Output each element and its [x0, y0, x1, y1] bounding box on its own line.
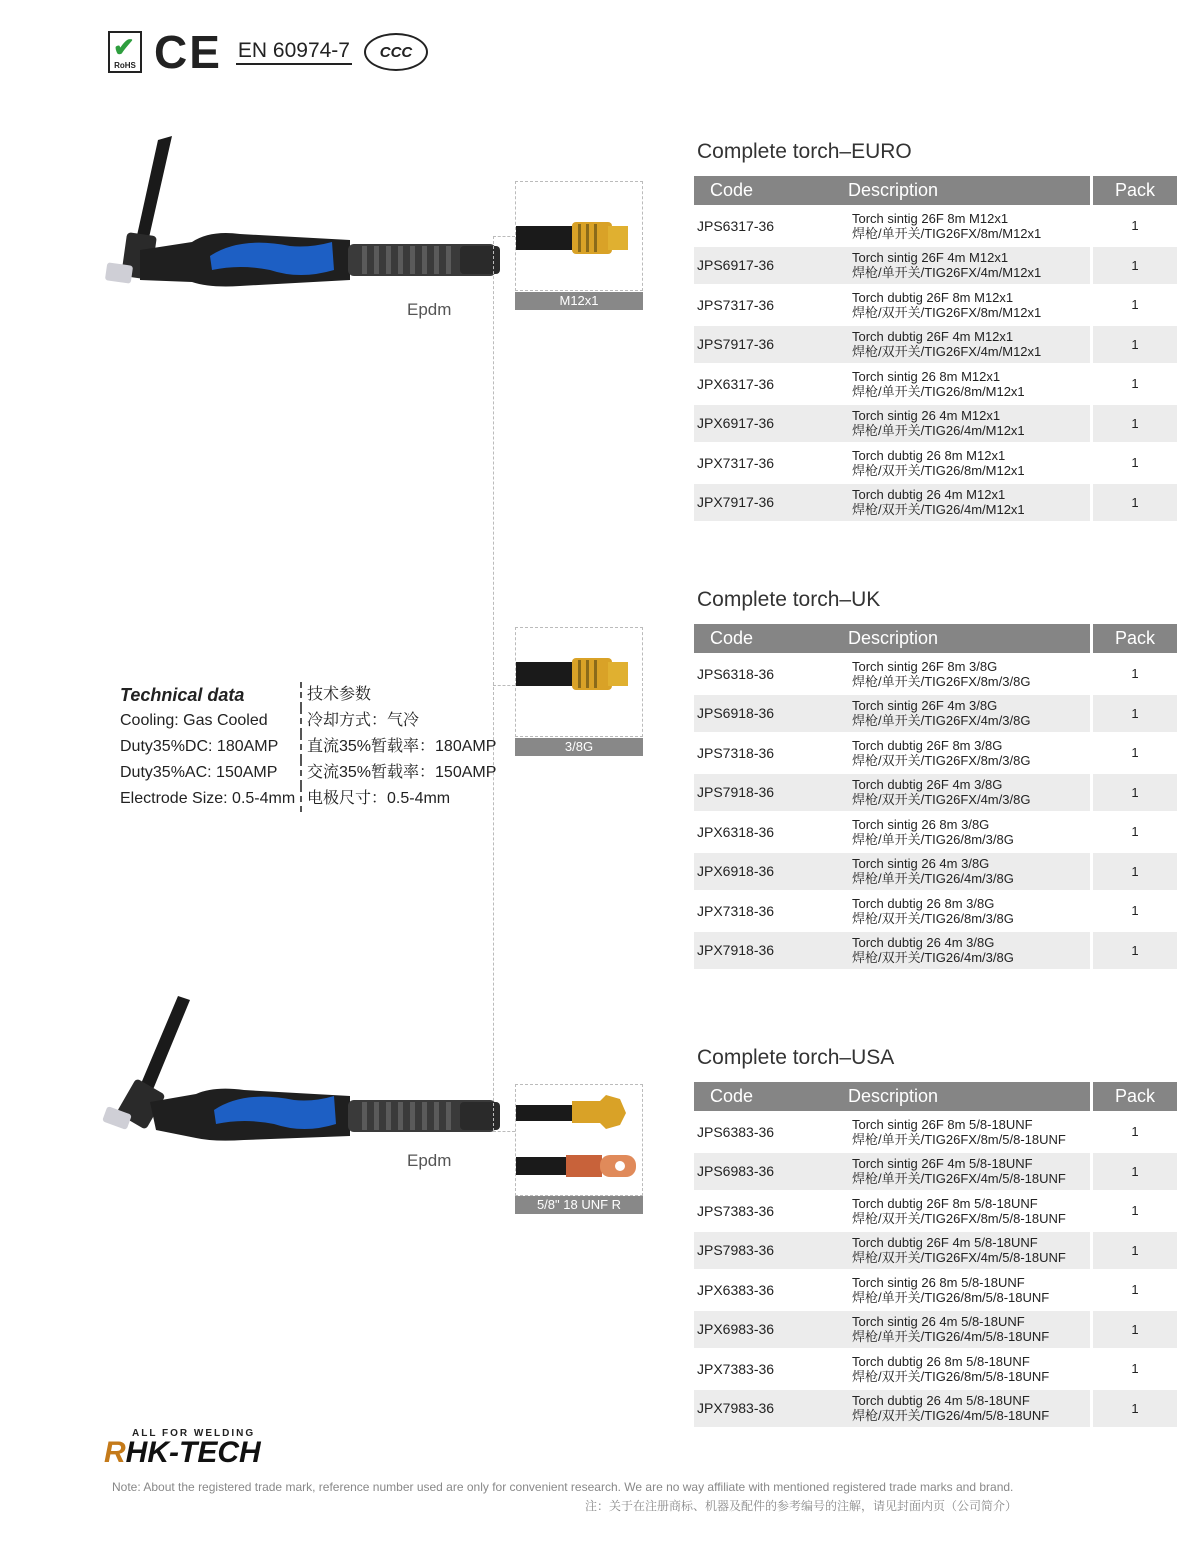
cell-code: JPX6917-36	[694, 404, 836, 444]
cell-pack: 1	[1092, 773, 1178, 813]
cell-code: JPS6983-36	[694, 1152, 836, 1192]
fitting-uk-icon	[516, 628, 642, 736]
description-cn: 焊枪/双开关/TIG26/8m/M12x1	[852, 462, 1025, 478]
cell-description	[836, 206, 1092, 246]
cell-description	[836, 1270, 1092, 1310]
description-cn: 焊枪/双开关/TIG26FX/8m/5/8-18UNF	[852, 1210, 1066, 1226]
description-en: Torch dubtig 26F 8m 5/8-18UNF	[852, 1195, 1038, 1211]
cell-pack: 1	[1092, 206, 1178, 246]
cell-pack: 1	[1092, 1349, 1178, 1389]
tech-row-en: Cooling: Gas Cooled	[120, 712, 268, 729]
footer-note: Note: About the registered trade mark, reference number used are only for convenient research. We are no way affiliate with mentioned registered trade marks and brand.	[112, 1480, 1014, 1494]
tech-separator	[300, 786, 302, 812]
cell-description	[836, 931, 1092, 970]
company-logo	[104, 1428, 261, 1467]
description-en: Torch sintig 26 8m M12x1	[852, 368, 1001, 384]
header-pack: Pack	[1092, 624, 1178, 654]
cell-description	[836, 654, 1092, 694]
description-en: Torch sintig 26 4m 5/8-18UNF	[852, 1314, 1025, 1330]
cell-code: JPX6383-36	[694, 1270, 836, 1310]
cell-description	[836, 404, 1092, 444]
table-row	[694, 246, 1177, 286]
technical-data	[120, 682, 496, 812]
description-cn: 焊枪/单开关/TIG26FX/4m/M12x1	[852, 265, 1042, 281]
cell-pack: 1	[1092, 483, 1178, 522]
table-row	[694, 404, 1177, 444]
cell-description	[836, 1191, 1092, 1231]
fitting-label-euro: M12x1	[515, 292, 643, 310]
header-code: Code	[694, 1082, 836, 1112]
cell-pack: 1	[1092, 1231, 1178, 1271]
cell-code: JPX6918-36	[694, 852, 836, 892]
cell-code: JPS6318-36	[694, 654, 836, 694]
cell-description	[836, 1389, 1092, 1428]
check-icon: ✔	[113, 32, 135, 62]
cell-description	[836, 325, 1092, 365]
description-en: Torch dubtig 26F 4m M12x1	[852, 329, 1014, 345]
tech-separator	[300, 682, 302, 708]
cell-code: JPX7918-36	[694, 931, 836, 970]
tech-title-en: Technical data	[120, 685, 245, 705]
description-en: Torch dubtig 26 8m 5/8-18UNF	[852, 1353, 1030, 1369]
table-row	[694, 285, 1177, 325]
table-row	[694, 852, 1177, 892]
cell-description	[836, 1310, 1092, 1350]
table-row	[694, 1231, 1177, 1271]
description-cn: 焊枪/双开关/TIG26/4m/5/8-18UNF	[852, 1408, 1050, 1424]
description-en: Torch sintig 26 8m 3/8G	[852, 816, 990, 832]
description-en: Torch dubtig 26 8m 3/8G	[852, 895, 995, 911]
fitting-usa-icon	[516, 1085, 642, 1195]
fitting-box-usa	[515, 1084, 643, 1196]
description-en: Torch sintig 26F 8m M12x1	[852, 210, 1009, 226]
rohs-logo	[108, 31, 142, 73]
description-en: Torch dubtig 26F 4m 3/8G	[852, 777, 1003, 793]
description-en: Torch dubtig 26 8m M12x1	[852, 447, 1006, 463]
cell-pack: 1	[1092, 246, 1178, 286]
cell-pack: 1	[1092, 931, 1178, 970]
cell-code: JPX6318-36	[694, 812, 836, 852]
header-code: Code	[694, 176, 836, 206]
table-row	[694, 694, 1177, 734]
certification-logos	[108, 26, 428, 78]
cell-code: JPS6317-36	[694, 206, 836, 246]
section-title-euro: Complete torch–EURO	[697, 140, 912, 163]
description-en: Torch dubtig 26F 8m M12x1	[852, 289, 1014, 305]
table-row	[694, 483, 1177, 522]
description-en: Torch dubtig 26F 4m 5/8-18UNF	[852, 1235, 1038, 1251]
cell-pack: 1	[1092, 891, 1178, 931]
description-en: Torch sintig 26F 4m 5/8-18UNF	[852, 1156, 1033, 1172]
cell-pack: 1	[1092, 1152, 1178, 1192]
tech-separator	[300, 708, 302, 734]
cell-pack: 1	[1092, 364, 1178, 404]
cell-description	[836, 852, 1092, 892]
table-row	[694, 1349, 1177, 1389]
section-title-uk: Complete torch–UK	[697, 588, 881, 611]
logo-brand-rest: HK-TECH	[125, 1436, 261, 1469]
table-row	[694, 654, 1177, 694]
cell-pack: 1	[1092, 733, 1178, 773]
tech-row-en: Electrode Size: 0.5-4mm	[120, 790, 296, 807]
cell-code: JPS6917-36	[694, 246, 836, 286]
table-row	[694, 1152, 1177, 1192]
cell-description	[836, 1231, 1092, 1271]
table-row	[694, 443, 1177, 483]
table-row	[694, 1112, 1177, 1152]
cell-pack: 1	[1092, 285, 1178, 325]
cell-pack: 1	[1092, 443, 1178, 483]
standard-label: EN 60974-7	[236, 39, 352, 65]
epdm-label-bottom: Epdm	[407, 1151, 452, 1170]
tech-row	[120, 734, 496, 760]
cell-code: JPX7983-36	[694, 1389, 836, 1428]
cell-description	[836, 1349, 1092, 1389]
footer-note-cn: 注：关于在注册商标、机器及配件的参考编号的注解，请见封面内页（公司简介）	[585, 1499, 1018, 1513]
cell-description	[836, 773, 1092, 813]
description-en: Torch sintig 26F 8m 5/8-18UNF	[852, 1116, 1033, 1132]
tech-row-en: Duty35%AC: 150AMP	[120, 764, 278, 781]
cell-description	[836, 812, 1092, 852]
cell-pack: 1	[1092, 1310, 1178, 1350]
cell-description	[836, 443, 1092, 483]
table-row	[694, 1270, 1177, 1310]
cell-code: JPS7383-36	[694, 1191, 836, 1231]
description-en: Torch sintig 26F 4m M12x1	[852, 250, 1009, 266]
description-cn: 焊枪/单开关/TIG26/8m/M12x1	[852, 383, 1025, 399]
connector-line-euro	[493, 236, 515, 237]
table-header-row	[694, 176, 1177, 206]
tech-row	[120, 708, 496, 734]
cell-code: JPX6983-36	[694, 1310, 836, 1350]
cell-code: JPX7383-36	[694, 1349, 836, 1389]
tech-row-cn: 冷却方式：气冷	[307, 712, 420, 729]
cell-pack: 1	[1092, 325, 1178, 365]
ce-mark: CE	[154, 26, 222, 78]
description-cn: 焊枪/双开关/TIG26FX/4m/3/8G	[852, 792, 1031, 808]
cell-code: JPS7317-36	[694, 285, 836, 325]
header-description: Description	[836, 624, 1092, 654]
table-row	[694, 1191, 1177, 1231]
header-pack: Pack	[1092, 1082, 1178, 1112]
description-en: Torch sintig 26 4m 3/8G	[852, 856, 990, 872]
description-cn: 焊枪/单开关/TIG26/8m/3/8G	[852, 831, 1014, 847]
table-row	[694, 364, 1177, 404]
tech-row	[120, 760, 496, 786]
cell-code: JPX7317-36	[694, 443, 836, 483]
cell-pack: 1	[1092, 812, 1178, 852]
description-en: Torch dubtig 26F 8m 3/8G	[852, 737, 1003, 753]
cell-description	[836, 694, 1092, 734]
description-cn: 焊枪/单开关/TIG26FX/4m/3/8G	[852, 713, 1031, 729]
description-cn: 焊枪/双开关/TIG26/4m/3/8G	[852, 950, 1014, 966]
cell-pack: 1	[1092, 1270, 1178, 1310]
fitting-box-euro	[515, 181, 643, 291]
cell-description	[836, 246, 1092, 286]
description-en: Torch sintig 26 8m 5/8-18UNF	[852, 1274, 1025, 1290]
cell-pack: 1	[1092, 1191, 1178, 1231]
cell-description	[836, 483, 1092, 522]
tech-separator	[300, 760, 302, 786]
cell-pack: 1	[1092, 694, 1178, 734]
description-cn: 焊枪/单开关/TIG26/4m/5/8-18UNF	[852, 1329, 1050, 1345]
cell-description	[836, 891, 1092, 931]
tech-row-en: Duty35%DC: 180AMP	[120, 738, 279, 755]
fitting-euro-icon	[516, 182, 642, 290]
description-cn: 焊枪/单开关/TIG26FX/8m/M12x1	[852, 225, 1042, 241]
cell-description	[836, 285, 1092, 325]
connector-line-usa	[493, 1131, 515, 1132]
table-row	[694, 812, 1177, 852]
description-cn: 焊枪/双开关/TIG26FX/8m/M12x1	[852, 304, 1042, 320]
table-row	[694, 891, 1177, 931]
description-cn: 焊枪/双开关/TIG26FX/4m/5/8-18UNF	[852, 1250, 1066, 1266]
tech-title-cn: 技术参数	[307, 686, 372, 703]
table-row	[694, 773, 1177, 813]
cell-code: JPS7917-36	[694, 325, 836, 365]
table-header-row	[694, 1082, 1177, 1112]
cell-code: JPX7318-36	[694, 891, 836, 931]
fitting-label-usa: 5/8" 18 UNF R	[515, 1196, 643, 1214]
tech-row-cn: 直流35%暂载率：180AMP	[307, 738, 497, 755]
table-row	[694, 325, 1177, 365]
table-row	[694, 1389, 1177, 1428]
tech-row-cn: 交流35%暂载率：150AMP	[307, 764, 497, 781]
table-header-row	[694, 624, 1177, 654]
cell-description	[836, 1112, 1092, 1152]
cell-code: JPS6918-36	[694, 694, 836, 734]
header-description: Description	[836, 176, 1092, 206]
tech-title-row	[120, 682, 496, 708]
cell-pack: 1	[1092, 654, 1178, 694]
description-cn: 焊枪/双开关/TIG26/8m/5/8-18UNF	[852, 1368, 1050, 1384]
description-en: Torch dubtig 26 4m M12x1	[852, 487, 1006, 503]
torch-image-top	[100, 130, 500, 290]
product-table-euro	[694, 176, 1177, 521]
table-row	[694, 733, 1177, 773]
product-table-uk	[694, 624, 1177, 969]
cell-code: JPX7917-36	[694, 483, 836, 522]
description-en: Torch sintig 26F 8m 3/8G	[852, 658, 998, 674]
cell-code: JPS6383-36	[694, 1112, 836, 1152]
logo-brand-r: R	[104, 1436, 126, 1469]
cell-code: JPS7918-36	[694, 773, 836, 813]
description-cn: 焊枪/单开关/TIG26FX/4m/5/8-18UNF	[852, 1171, 1066, 1187]
description-en: Torch dubtig 26 4m 3/8G	[852, 935, 995, 951]
description-cn: 焊枪/双开关/TIG26/8m/3/8G	[852, 910, 1014, 926]
logo-tagline: ALL FOR WELDING	[132, 1428, 256, 1439]
description-cn: 焊枪/单开关/TIG26FX/8m/5/8-18UNF	[852, 1131, 1066, 1147]
description-en: Torch sintig 26F 4m 3/8G	[852, 698, 998, 714]
cell-code: JPS7983-36	[694, 1231, 836, 1271]
header-pack: Pack	[1092, 176, 1178, 206]
tech-row	[120, 786, 496, 812]
header-code: Code	[694, 624, 836, 654]
epdm-label-top: Epdm	[407, 300, 452, 319]
fitting-box-uk	[515, 627, 643, 737]
cell-description	[836, 364, 1092, 404]
description-cn: 焊枪/双开关/TIG26/4m/M12x1	[852, 502, 1025, 518]
table-row	[694, 206, 1177, 246]
description-cn: 焊枪/单开关/TIG26/4m/3/8G	[852, 871, 1014, 887]
description-cn: 焊枪/单开关/TIG26/8m/5/8-18UNF	[852, 1289, 1050, 1305]
rohs-text: RoHS	[114, 61, 136, 70]
description-cn: 焊枪/单开关/TIG26/4m/M12x1	[852, 423, 1025, 439]
cell-code: JPS7318-36	[694, 733, 836, 773]
cell-description	[836, 733, 1092, 773]
description-cn: 焊枪/单开关/TIG26FX/8m/3/8G	[852, 673, 1031, 689]
cell-pack: 1	[1092, 404, 1178, 444]
torch-image-bottom	[100, 990, 500, 1150]
description-en: Torch dubtig 26 4m 5/8-18UNF	[852, 1393, 1030, 1409]
description-cn: 焊枪/双开关/TIG26FX/4m/M12x1	[852, 344, 1042, 360]
table-row	[694, 931, 1177, 970]
section-title-usa: Complete torch–USA	[697, 1046, 895, 1069]
description-cn: 焊枪/双开关/TIG26FX/8m/3/8G	[852, 752, 1031, 768]
tech-separator	[300, 734, 302, 760]
logo-brand	[104, 1436, 261, 1469]
cell-pack: 1	[1092, 1389, 1178, 1428]
cell-pack: 1	[1092, 852, 1178, 892]
tech-row-cn: 电极尺寸：0.5-4mm	[307, 790, 451, 807]
cell-description	[836, 1152, 1092, 1192]
table-row	[694, 1310, 1177, 1350]
product-table-usa	[694, 1082, 1177, 1427]
description-en: Torch sintig 26 4m M12x1	[852, 408, 1001, 424]
header-description: Description	[836, 1082, 1092, 1112]
cell-code: JPX6317-36	[694, 364, 836, 404]
ccc-logo: CCC	[364, 33, 428, 71]
cell-pack: 1	[1092, 1112, 1178, 1152]
fitting-label-uk: 3/8G	[515, 738, 643, 756]
